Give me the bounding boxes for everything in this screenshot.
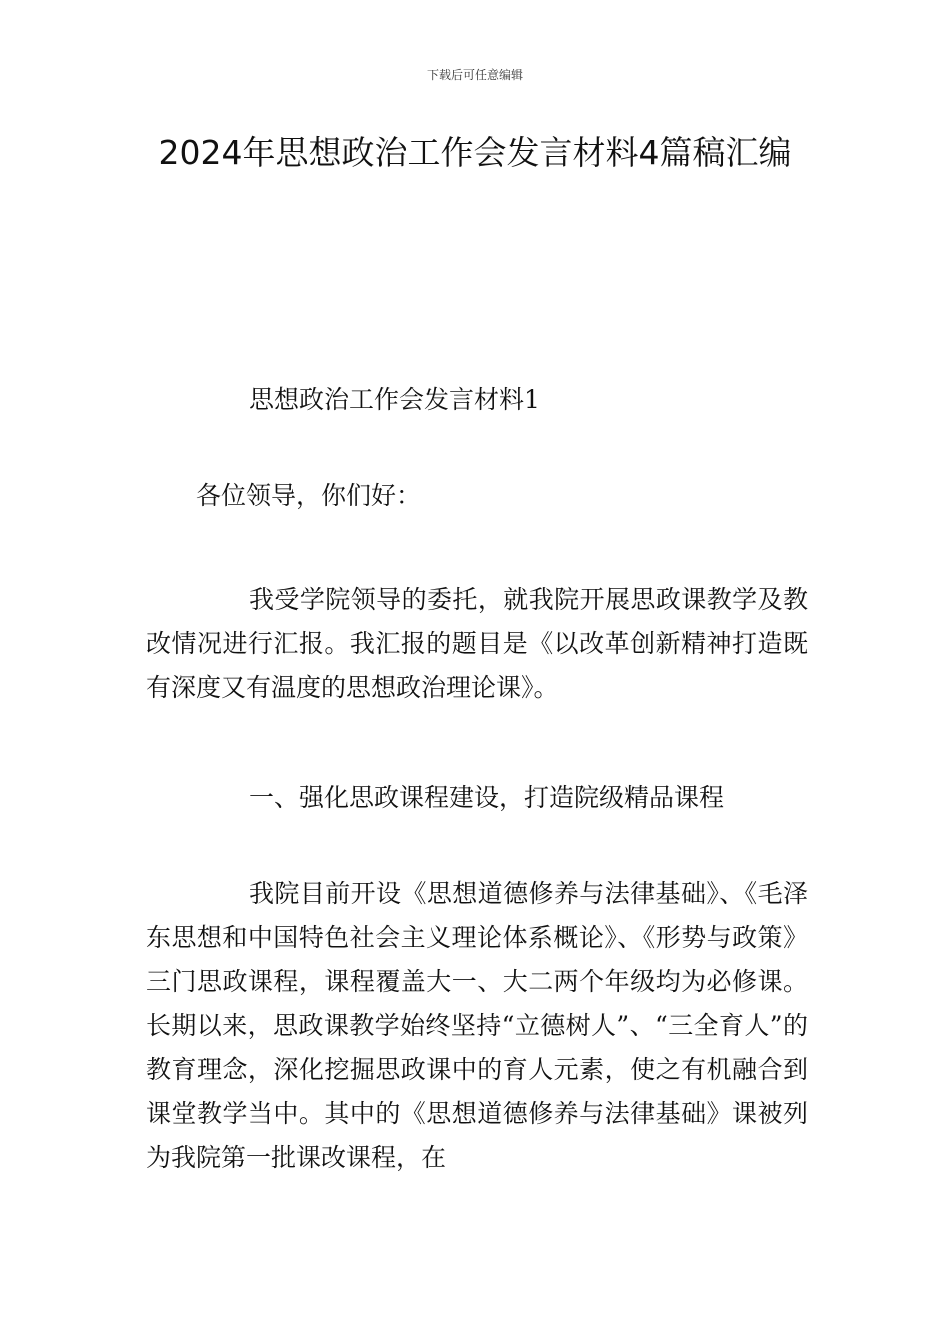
section-heading: 思想政治工作会发言材料1: [249, 385, 540, 414]
paragraph: 我院目前开设《思想道德修养与法律基础》、《毛泽东思想和中国特色社会主义理论体系概论》、《形势与政策》三门思政课程，课程覆盖大一、大二两个年级均为必修课。长期以来，思政课教学始终坚持“立德树人”、“三全育人”的教育理念，深化挖掘思政课中的育人元素，使之有机融合到课堂教学当中。其中的《思想道德修养与法律基础》课被列为我院第一批课改课程，在: [146, 879, 808, 1172]
greeting-line: 各位领导，你们好：: [196, 481, 422, 510]
header-note: 下载后可任意编辑: [426, 68, 523, 82]
subheading: 一、强化思政课程建设，打造院级精品课程: [249, 783, 725, 812]
paragraph: 我受学院领导的委托，就我院开展思政课教学及教改情况进行汇报。我汇报的题目是《以改革创新精神打造既有深度又有温度的思想政治理论课》。: [146, 585, 808, 702]
document-title: 2024年思想政治工作会发言材料4篇稿汇编: [158, 133, 792, 172]
